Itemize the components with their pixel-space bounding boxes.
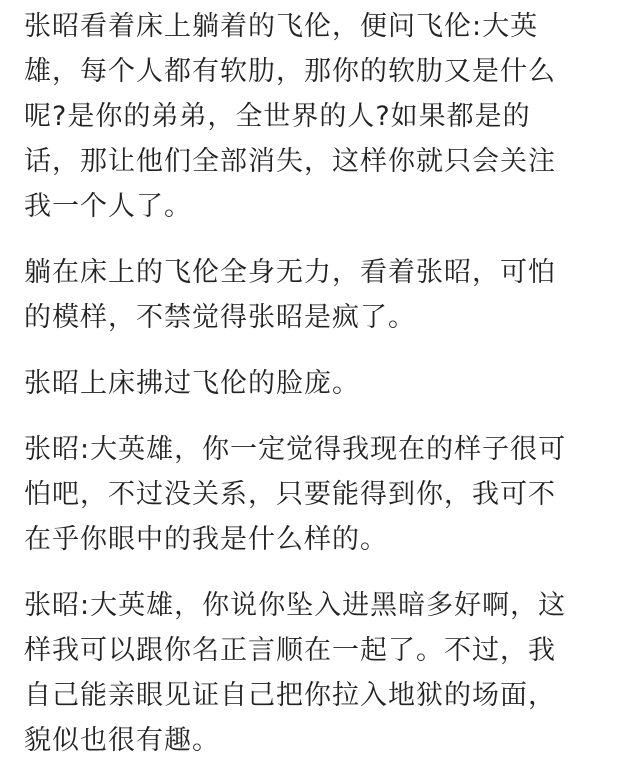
paragraph-gap xyxy=(24,229,624,250)
text-line: 躺在床上的飞伦全身无力，看着张昭，可怕 xyxy=(24,257,556,288)
text-line: 张昭:大英雄，你一定觉得我现在的样子很可 xyxy=(24,434,567,465)
paragraph-1 xyxy=(24,0,624,229)
text-line: 样我可以跟你名正言顺在一起了。不过，我 xyxy=(24,635,556,666)
text-line: 话，那让他们全部消失，这样你就只会关注 xyxy=(24,146,556,177)
text-line: 怕吧，不过没关系，只要能得到你，我可不 xyxy=(24,479,556,510)
paragraph-5 xyxy=(24,583,624,763)
paragraph-3 xyxy=(24,361,624,406)
paragraph-4 xyxy=(24,427,624,562)
text-line: 自己能亲眼见证自己把你拉入地狱的场面， xyxy=(24,680,556,711)
paragraph-2 xyxy=(24,250,624,340)
text-line: 貌似也很有趣。 xyxy=(24,725,220,756)
text-line: 我一个人了。 xyxy=(24,191,192,222)
text-line: 张昭上床拂过飞伦的脸庞。 xyxy=(24,368,360,399)
text-line: 呢?是你的弟弟，全世界的人?如果都是的 xyxy=(24,101,531,132)
paragraph-gap xyxy=(24,340,624,361)
paragraph-gap xyxy=(24,406,624,427)
paragraph-gap xyxy=(24,562,624,583)
text-line: 雄，每个人都有软肋，那你的软肋又是什么 xyxy=(24,56,556,87)
article-body xyxy=(24,0,624,763)
text-line: 的模样，不禁觉得张昭是疯了。 xyxy=(24,302,416,333)
text-line: 张昭:大英雄，你说你坠入进黑暗多好啊，这 xyxy=(24,590,567,621)
text-line: 张昭看着床上躺着的飞伦，便问飞伦:大英 xyxy=(24,11,539,42)
text-line: 在乎你眼中的我是什么样的。 xyxy=(24,524,388,555)
